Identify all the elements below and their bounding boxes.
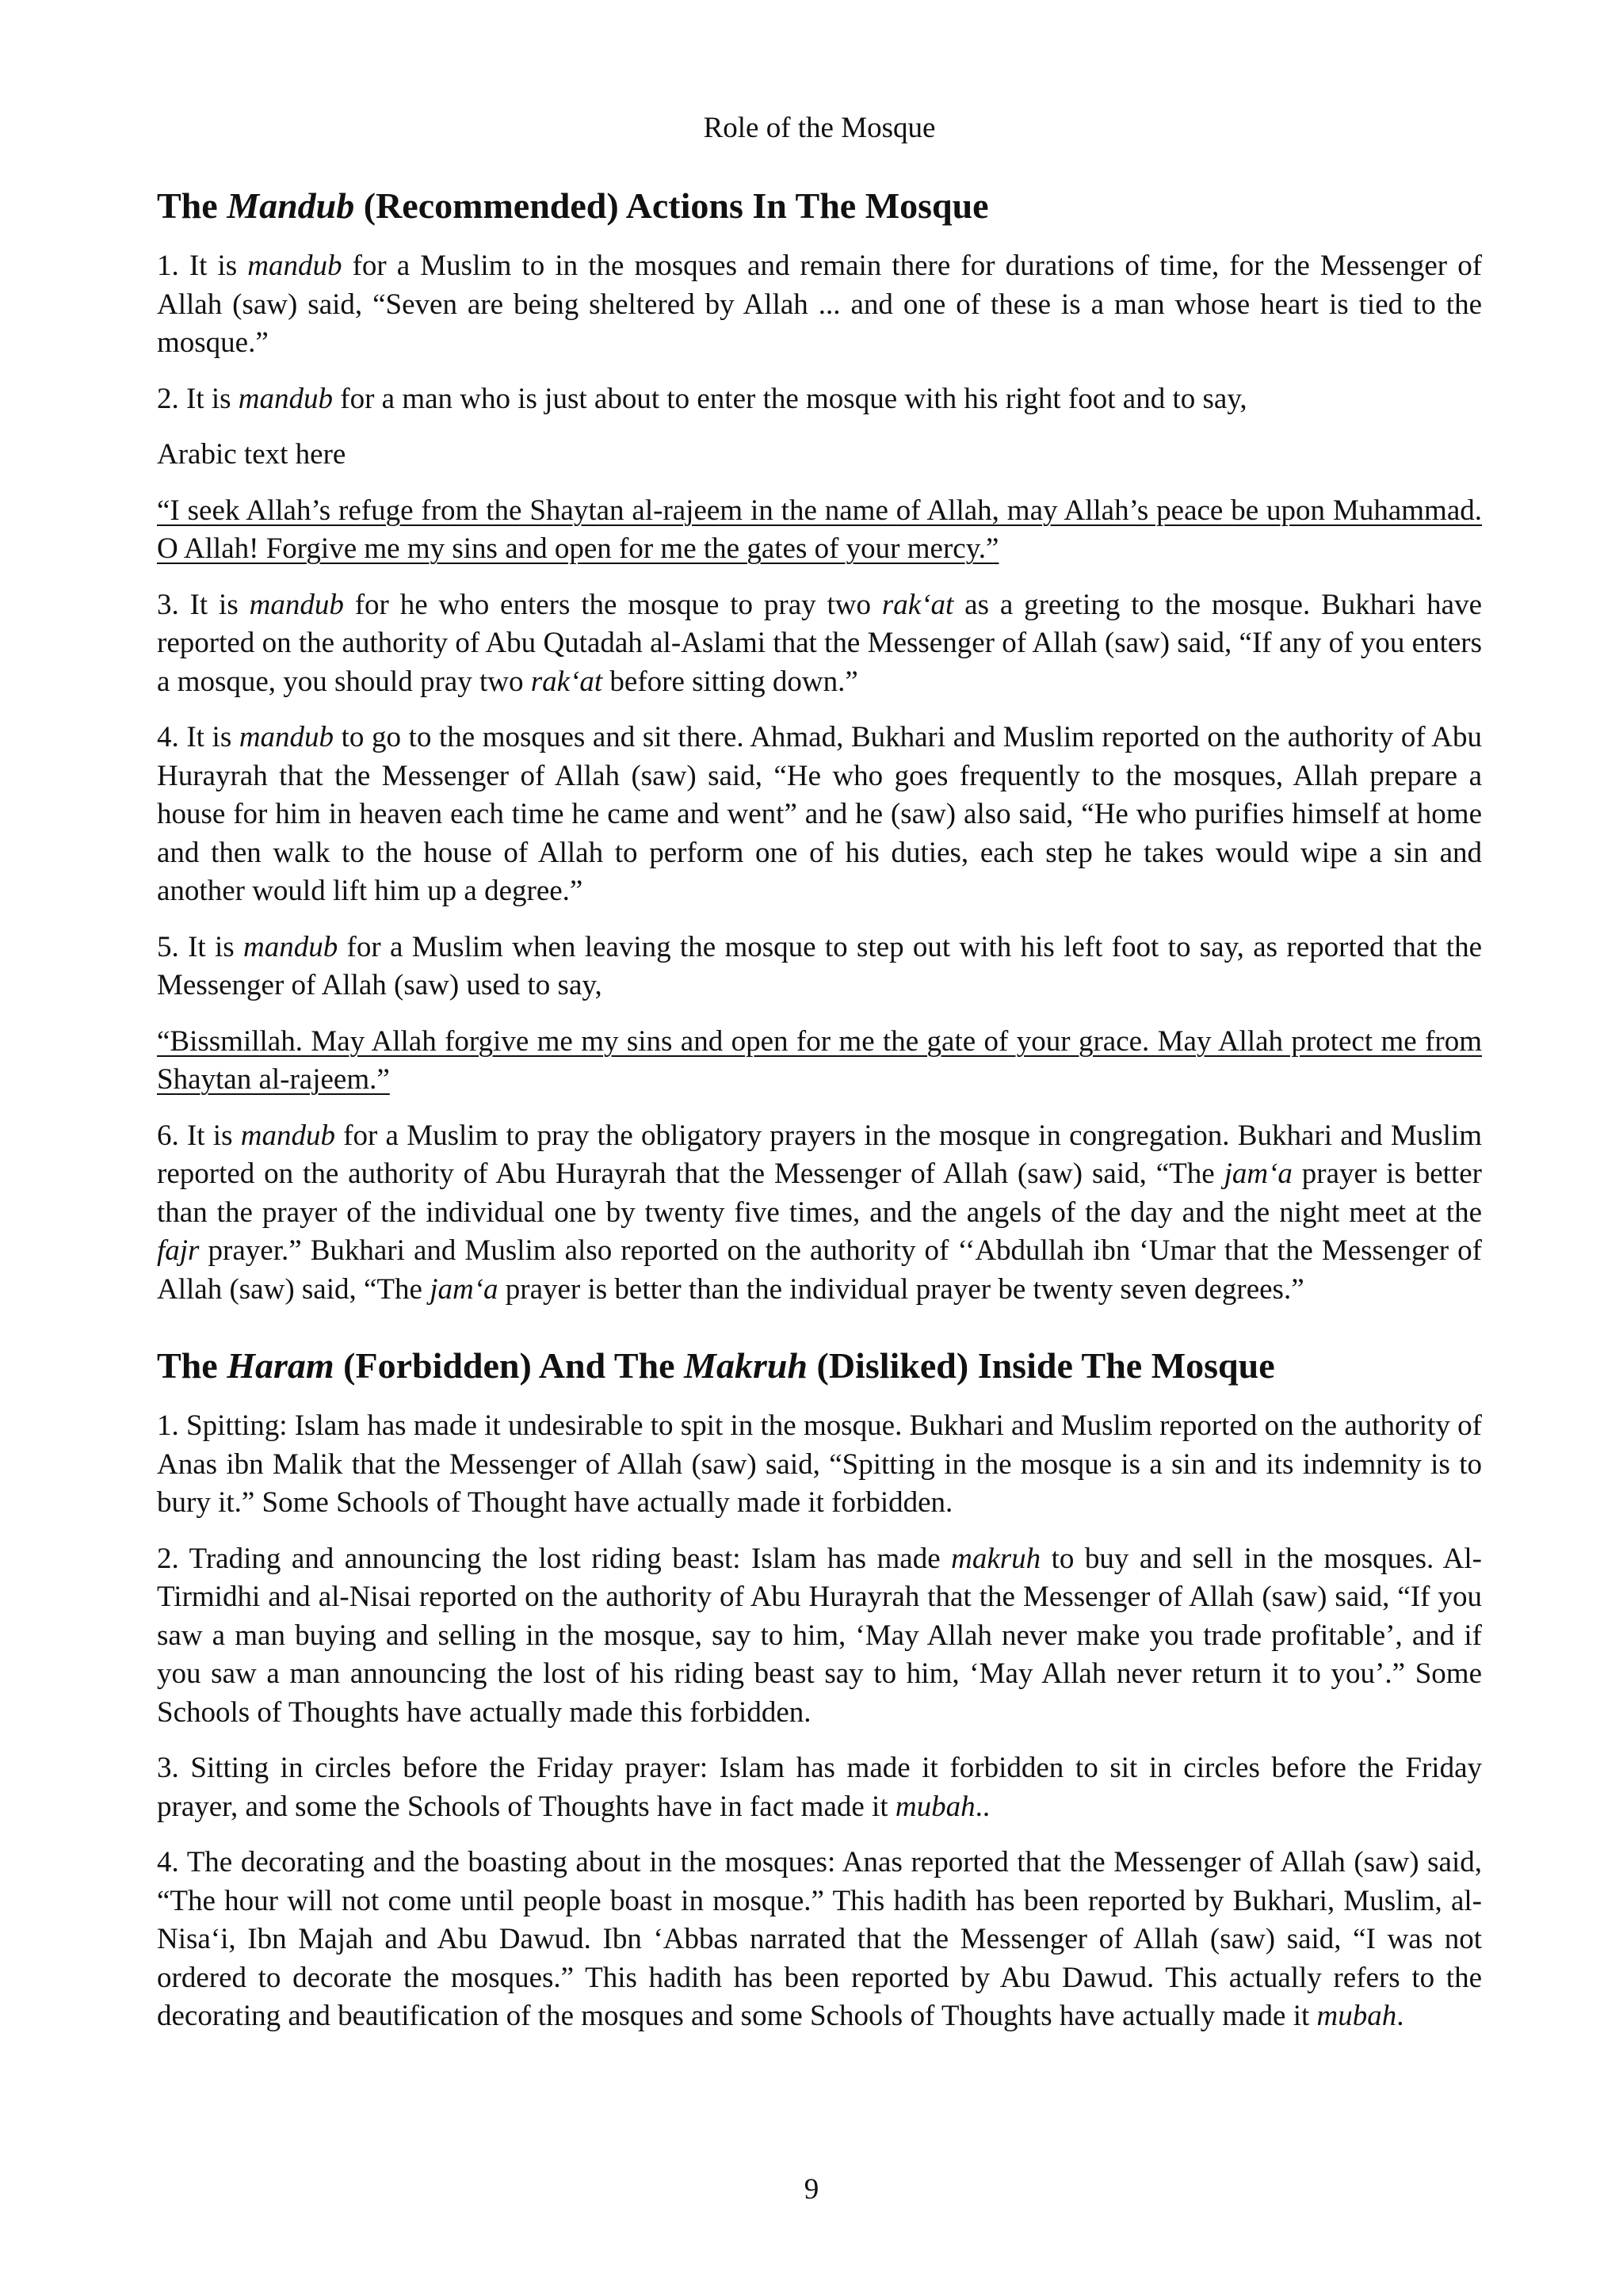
text-run: 3. It is xyxy=(157,588,250,621)
heading-term: Mandub xyxy=(227,185,355,226)
paragraph-trading xyxy=(157,1540,1482,1733)
term: rak‘at xyxy=(881,588,954,621)
text-run: as a greeting to the mosque. Bukhari have reported on the authority of Abu Qutadah al-Aslami that the Messenger of Allah (saw) said, “If any of you enters a mosque, you should pray two xyxy=(157,588,1482,698)
term: makruh xyxy=(951,1542,1041,1575)
text-run: 3. Sitting in circles before the Friday prayer: Islam has made it forbidden to sit in circles before the Friday prayer, and some the Schools of Thoughts have in fact made it xyxy=(157,1752,1482,1823)
text-run: prayer.” Bukhari and Muslim also reported on the authority of ‘‘Abdullah ibn ‘Umar that the Messenger of Allah (saw) said, “The xyxy=(157,1234,1482,1306)
text-run: 5. It is xyxy=(157,930,243,963)
heading-text: (Recommended) Actions In The Mosque xyxy=(354,185,989,226)
text-run: for he who enters the mosque to pray two xyxy=(343,588,882,621)
text-run: for a Muslim to pray the obligatory prayers in the mosque in congregation. Bukhari and Muslim reported on the authority of Abu Hurayrah that the Messenger of Allah (saw) said, “The xyxy=(157,1119,1483,1190)
paragraph-decorating xyxy=(157,1844,1482,2036)
heading-text: The xyxy=(157,1345,227,1386)
heading-text: (Forbidden) And The xyxy=(334,1345,685,1386)
page-number: 9 xyxy=(804,2173,819,2206)
paragraph-5 xyxy=(157,929,1482,1005)
paragraph-6 xyxy=(157,1117,1482,1310)
term: mubah xyxy=(895,1790,976,1823)
section-heading-mandub xyxy=(157,184,1482,228)
heading-term: Haram xyxy=(227,1345,334,1386)
term: mandub xyxy=(247,250,342,282)
document-page xyxy=(157,111,1482,2054)
text-run: 2. Trading and announcing the lost riding beast: Islam has made xyxy=(157,1542,952,1575)
text-run: to go to the mosques and sit there. Ahmad, Bukhari and Muslim reported on the authority of Abu Hurayrah that the Messenger of Allah (saw) said, “He who goes frequently to the mosques, Allah prepare a house for him in heaven each time he came and went” and he (saw) also said, “He who purifies himself at home and then walk to the house of Allah to perform one of his duties, each step he takes would wipe a sin and another would lift him up a degree.” xyxy=(157,721,1482,907)
text-run: 4. It is xyxy=(157,721,239,753)
term: mandub xyxy=(243,930,338,963)
paragraph-4 xyxy=(157,719,1482,911)
text-run: prayer is better than the prayer of the individual one by twenty five times, and the angels of the day and the night meet at the xyxy=(157,1158,1482,1229)
supplication-quote-leave: “Bissmillah. May Allah forgive me my sins and open for me the gate of your grace. May Allah protect me from Shaytan al-rajeem.” xyxy=(157,1024,1482,1096)
heading-text: (Disliked) Inside The Mosque xyxy=(808,1345,1275,1386)
term: mandub xyxy=(249,588,344,621)
term: mandub xyxy=(238,382,334,415)
text-run: for a Muslim to in the mosques and remain there for durations of time, for the Messenger of Allah (saw) said, “Seven are being sheltered by Allah ... and one of these is a man whose heart is tied to the mosque.” xyxy=(157,250,1483,359)
paragraph-1 xyxy=(157,247,1482,363)
section-heading-haram-makruh xyxy=(157,1344,1482,1388)
text-run: 1. It is xyxy=(157,250,248,282)
text-run: 4. The decorating and the boasting about in the mosques: Anas reported that the Messenger of Allah (saw) said, “The hour will not come until people boast in mosque.” This hadith has been reported by Bukhari, Muslim, al-Nisa‘i, Ibn Majah and Abu Dawud. Ibn ‘Abbas narrated that the Messenger of Allah (saw) said, “I was not ordered to decorate the mosques.” This hadith has been reported by Abu Dawud. This actually refers to the decorating and beautification of the mosques and some Schools of Thoughts have actually made it xyxy=(157,1846,1482,2032)
text-run: . xyxy=(1396,2000,1404,2032)
paragraph-circles xyxy=(157,1749,1482,1826)
heading-term: Makruh xyxy=(684,1345,808,1386)
text-run: .. xyxy=(975,1790,991,1823)
paragraph-3 xyxy=(157,586,1482,702)
paragraph-spitting: 1. Spitting: Islam has made it undesirable to spit in the mosque. Bukhari and Muslim reported on the authority of Anas ibn Malik that the Messenger of Allah (saw) said, “Spitting in the mosque is a sin and its indemnity is to bury it.” Some Schools of Thought have actually made it forbidden. xyxy=(157,1409,1482,1519)
term: mandub xyxy=(240,1119,335,1152)
term: mandub xyxy=(239,721,334,753)
arabic-placeholder: Arabic text here xyxy=(157,438,346,471)
text-run: for a man who is just about to enter the mosque with his right foot and to say, xyxy=(333,382,1247,415)
term: rak‘at xyxy=(530,665,603,698)
text-run: for a Muslim when leaving the mosque to step out with his left foot to say, as reported that the Messenger of Allah (saw) used to say, xyxy=(157,930,1482,1001)
text-run: to buy and sell in the mosques. Al-Tirmidhi and al-Nisai reported on the authority of Abu Hurayrah that the Messenger of Allah (saw) said, “If you saw a man buying and selling in the mosque, say to him, ‘May Allah never make you trade profitable’, and if you saw a man announcing the lost of his riding beast say to him, ‘May Allah never return it to you’.” Some Schools of Thoughts have actually made this forbidden. xyxy=(157,1542,1482,1729)
supplication-quote-enter: “I seek Allah’s refuge from the Shaytan al-rajeem in the name of Allah, may Allah’s peace be upon Muhammad. O Allah! Forgive me my sins and open for me the gates of your mercy.” xyxy=(157,494,1482,565)
term: mubah xyxy=(1316,2000,1397,2032)
text-run: 6. It is xyxy=(157,1119,241,1152)
heading-text: The xyxy=(157,185,227,226)
term: jam‘a xyxy=(430,1272,498,1306)
paragraph-2 xyxy=(157,380,1482,419)
text-run: before sitting down.” xyxy=(602,665,858,698)
text-run: 2. It is xyxy=(157,382,239,415)
term: fajr xyxy=(157,1234,200,1267)
text-run: prayer is better than the individual prayer be twenty seven degrees.” xyxy=(498,1272,1304,1306)
running-head: Role of the Mosque xyxy=(703,112,936,144)
term: jam‘a xyxy=(1224,1158,1293,1190)
